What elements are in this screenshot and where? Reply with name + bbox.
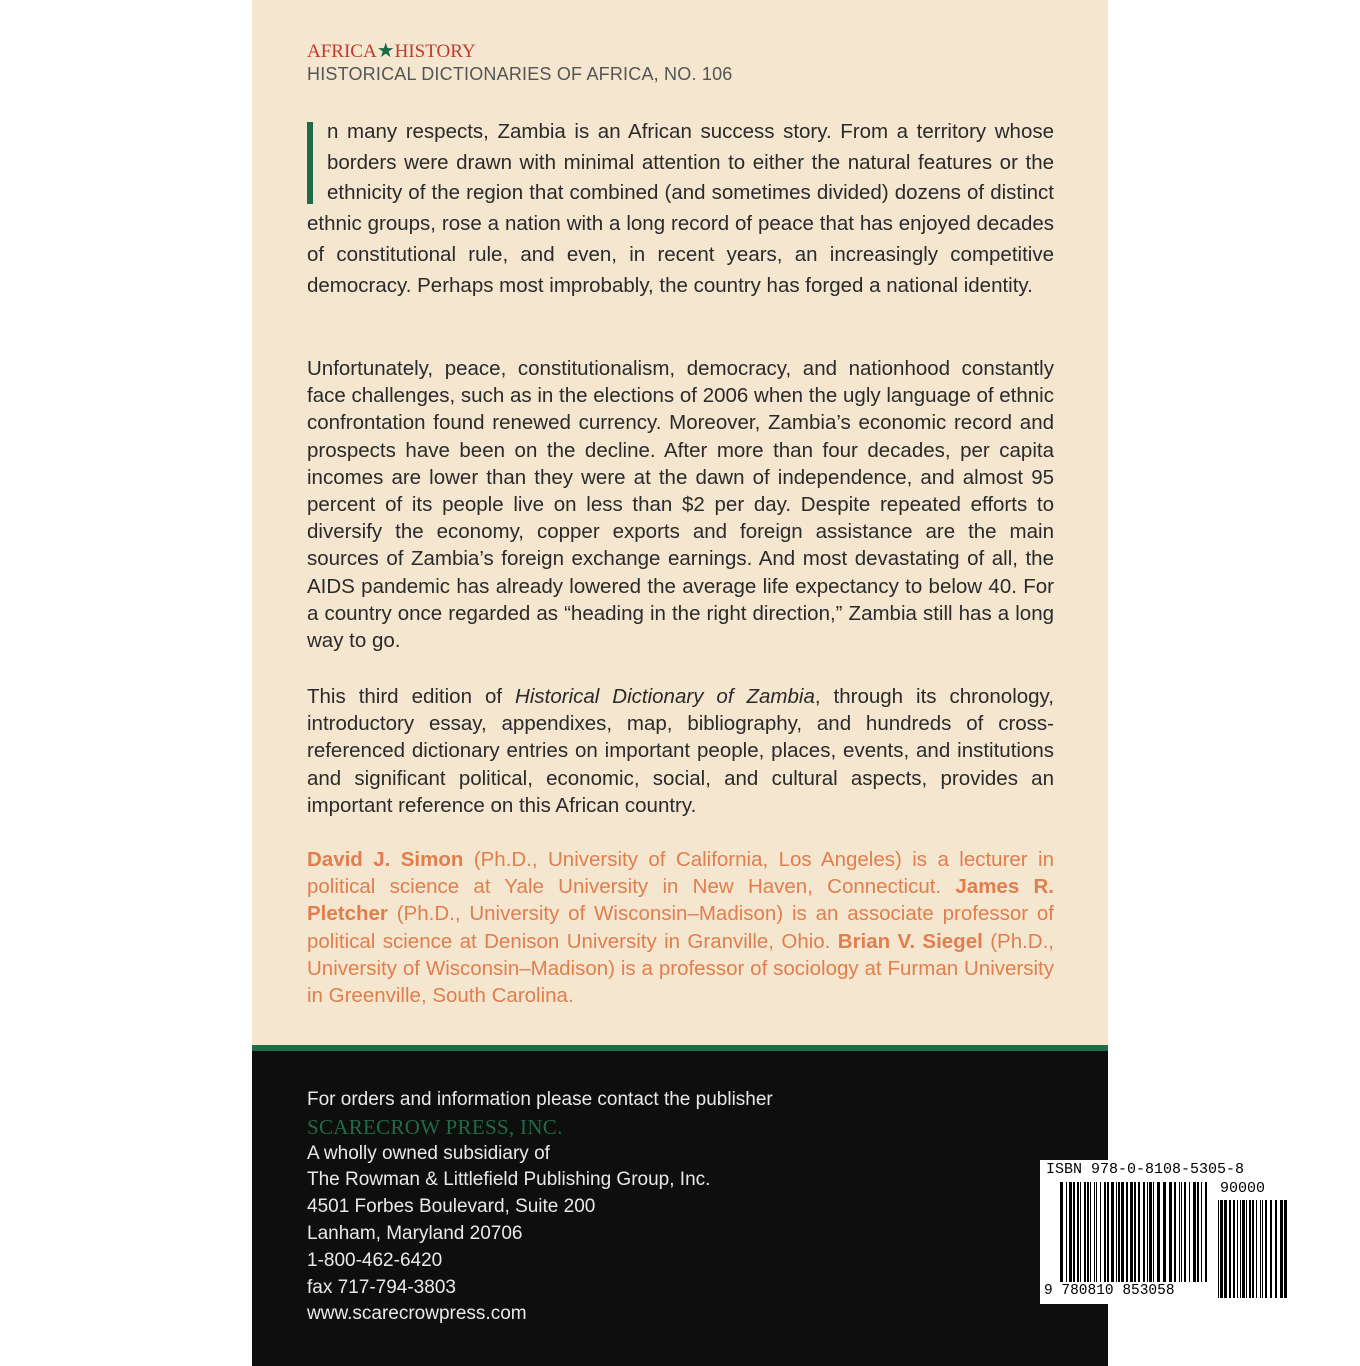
barcode-bar bbox=[1218, 1200, 1219, 1298]
barcode-bar bbox=[1179, 1182, 1180, 1282]
barcode-bar bbox=[1066, 1182, 1067, 1282]
barcode-bar bbox=[1193, 1182, 1196, 1282]
isbn-label: ISBN 978-0-8108-5305-8 bbox=[1046, 1161, 1245, 1178]
barcode-bar bbox=[1249, 1200, 1251, 1298]
barcode-bar bbox=[1260, 1200, 1261, 1298]
barcode-bar bbox=[1184, 1182, 1186, 1282]
barcode-bar bbox=[1111, 1182, 1114, 1282]
press-name: SCARECROW PRESS, INC. bbox=[307, 1114, 563, 1139]
barcode-bar bbox=[1073, 1182, 1075, 1282]
description-paragraph-3 bbox=[307, 683, 1054, 819]
fax-number: fax 717-794-3803 bbox=[307, 1276, 456, 1298]
phone-number: 1-800-462-6420 bbox=[307, 1249, 443, 1271]
barcode-bar bbox=[1284, 1200, 1287, 1298]
barcode-bar bbox=[1149, 1182, 1152, 1282]
barcode-bar bbox=[1174, 1182, 1176, 1282]
series-brand-left: AFRICA bbox=[307, 41, 377, 62]
barcode-bar bbox=[1252, 1200, 1254, 1298]
drop-cap-bar bbox=[307, 122, 313, 204]
barcode-bar bbox=[1126, 1182, 1128, 1282]
description-paragraph-1-text: n many respects, Zambia is an African success story. From a territory whose borders were drawn with minimal attention to either the natural features or the ethnicity of the region that combined (and sometimes divided) dozens of distinct ethnic groups, rose a nation with a long record of peace that has enjoyed decades of constitutional rule, and even, in recent years, an increasingly competitive democracy. Perhaps most improbably, the country has forged a national identity. bbox=[307, 120, 1054, 297]
group-name: The Rowman & Littlefield Publishing Group, Inc. bbox=[307, 1169, 711, 1191]
barcode-bar bbox=[1189, 1182, 1190, 1282]
description-paragraph-1 bbox=[307, 117, 1054, 301]
paragraph-3-rest: , through its chronology, introductory essay, appendixes, map, bibliography, and hundreds of cross-referenced dictionary entries on important people, places, events, and institutions and significant political, economic, social, and cultural aspects, provides an important reference on this African country. bbox=[307, 685, 1054, 817]
barcode-bar bbox=[1118, 1182, 1120, 1282]
back-cover bbox=[252, 0, 1266, 1360]
barcode-bar bbox=[1280, 1200, 1283, 1298]
paragraph-3-lead: This third edition of bbox=[307, 685, 516, 708]
contact-line: For orders and information please contact the publisher bbox=[307, 1089, 773, 1110]
barcode-bar bbox=[1134, 1182, 1136, 1282]
barcode-bar bbox=[1138, 1182, 1140, 1282]
publisher-info bbox=[307, 1087, 773, 1328]
barcode-bar bbox=[1201, 1182, 1202, 1282]
website-link[interactable]: www.scarecrowpress.com bbox=[307, 1303, 527, 1325]
barcode-bar bbox=[1240, 1200, 1241, 1298]
isbn-barcode bbox=[1040, 1160, 1294, 1304]
barcode-bar bbox=[1143, 1182, 1145, 1282]
barcode-bar bbox=[1169, 1182, 1172, 1282]
barcode-bar bbox=[1220, 1200, 1223, 1298]
barcode-bar bbox=[1242, 1200, 1245, 1298]
barcode-bar bbox=[1094, 1182, 1095, 1282]
barcode-bar bbox=[1229, 1200, 1231, 1298]
address-line-2: Lanham, Maryland 20706 bbox=[307, 1222, 523, 1244]
description-paragraph-2: Unfortunately, peace, constitutionalism, democracy, and nationhood constantly face challenges, such as in the elections of 2006 when the ugly language of ethnic confrontation found renewed currency. Moreover, Zambia’s economic record and prospects have been on the decline. After more than four decades, per capita incomes are lower than they were at the dawn of independence, and almost 95 percent of its people live on less than $2 per day. Despite repeated efforts to diversify the economy, copper exports and foreign assistance are the main sources of Zambia’s foreign exchange earnings. And most devastating of all, the AIDS pandemic has already lowered the average life expectancy to below 40. For a country once regarded as “heading in the right direction,” Zambia still has a long way to go. bbox=[307, 357, 1054, 653]
author-name-2: James R. Pletcher bbox=[307, 875, 1054, 926]
barcode-bar bbox=[1262, 1200, 1263, 1298]
barcode-bar bbox=[1060, 1182, 1063, 1282]
barcode-bar bbox=[1130, 1182, 1133, 1282]
barcode-bar bbox=[1256, 1200, 1257, 1298]
barcode-bar bbox=[1265, 1200, 1267, 1298]
series-brand bbox=[307, 38, 476, 63]
barcode-bar bbox=[1246, 1200, 1247, 1298]
barcode-bar bbox=[1237, 1200, 1238, 1298]
barcode-bar bbox=[1080, 1182, 1081, 1282]
series-brand-right: HISTORY bbox=[394, 41, 476, 62]
author-bio-2: (Ph.D., University of Wisconsin–Madison) is an associate professor of political science at Denison University in Granville, Ohio. bbox=[307, 902, 1054, 953]
author-name-3: Brian V. Siegel bbox=[837, 929, 983, 953]
barcode-bar bbox=[1069, 1182, 1072, 1282]
barcode-bar bbox=[1153, 1182, 1154, 1282]
barcode-bar bbox=[1096, 1182, 1097, 1282]
barcode-bar bbox=[1107, 1182, 1109, 1282]
ean-digits: 9 780810 853058 bbox=[1044, 1283, 1175, 1299]
barcode-bar bbox=[1181, 1182, 1182, 1282]
barcode-bar bbox=[1084, 1182, 1086, 1282]
subsidiary-line: A wholly owned subsidiary of bbox=[307, 1142, 550, 1164]
author-bio-1: (Ph.D., University of California, Los Angeles) is a lecturer in political science at Yale University in New Haven, Connecticut. bbox=[307, 848, 1054, 899]
series-title: HISTORICAL DICTIONARIES OF AFRICA, NO. 106 bbox=[307, 64, 733, 84]
author-name-1: David J. Simon bbox=[307, 848, 464, 871]
barcode-bar bbox=[1087, 1182, 1089, 1282]
barcode-bar bbox=[1270, 1200, 1272, 1298]
barcode-bar bbox=[1116, 1182, 1117, 1282]
book-title-italic: Historical Dictionary of Zambia bbox=[515, 685, 815, 708]
barcode-bar bbox=[1205, 1182, 1207, 1282]
star-icon: ★ bbox=[376, 40, 395, 62]
author-bios bbox=[307, 846, 1054, 1009]
barcode-bar bbox=[1163, 1182, 1166, 1282]
barcode-bar bbox=[1233, 1200, 1235, 1298]
barcode-bar bbox=[1157, 1182, 1160, 1282]
author-bio-3: (Ph.D., University of Wisconsin–Madison) is a professor of sociology at Furman University in Greenville, South Carolina. bbox=[307, 929, 1054, 1008]
barcode-bar bbox=[1077, 1182, 1079, 1282]
barcode-bar bbox=[1224, 1200, 1227, 1298]
barcode-bar bbox=[1197, 1182, 1199, 1282]
barcode-bar bbox=[1104, 1182, 1106, 1282]
barcode-bar bbox=[1090, 1182, 1091, 1282]
barcode-bar bbox=[1147, 1182, 1148, 1282]
barcode-bar bbox=[1275, 1200, 1277, 1298]
addon-digits: 90000 bbox=[1220, 1180, 1266, 1197]
barcode-bar bbox=[1121, 1182, 1124, 1282]
barcode-bar bbox=[1100, 1182, 1101, 1282]
address-line-1: 4501 Forbes Boulevard, Suite 200 bbox=[307, 1196, 596, 1218]
